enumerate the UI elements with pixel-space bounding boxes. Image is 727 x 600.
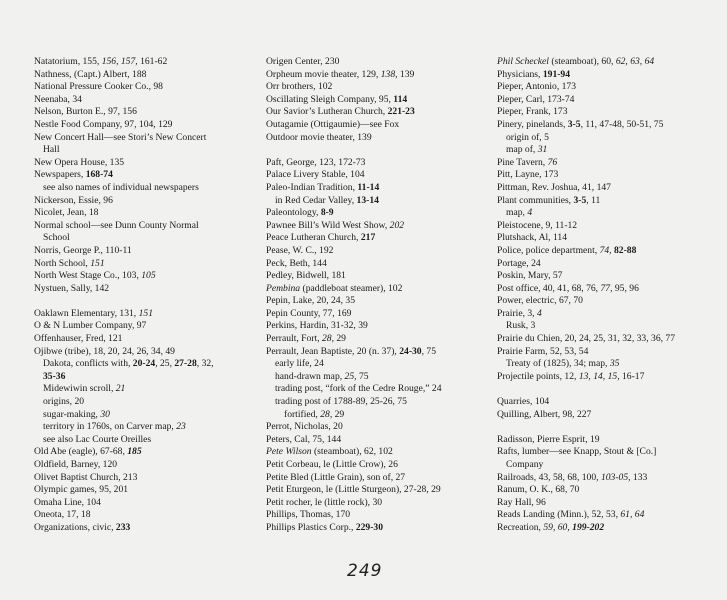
index-entry-text: see also Lac Courte Oreilles [43, 433, 152, 445]
index-subentry [497, 132, 719, 145]
index-entry-text: sugar-making, [43, 408, 101, 420]
index-entry-text: Oaklawn Elementary, 131, [34, 307, 139, 319]
index-entry-text: Pease, W. C., 192 [266, 244, 334, 256]
index-entry-text: early life, 24 [275, 358, 324, 370]
index-entry [34, 245, 256, 258]
section-gap [497, 421, 719, 434]
index-entry-text: 139 [397, 68, 415, 80]
index-entry [266, 434, 488, 447]
index-entry-text: (paddleboat steamer), 102 [300, 282, 403, 294]
index-entry [34, 69, 256, 82]
index-entry-text: 28, [320, 408, 333, 420]
index-entry-text: 4 [536, 307, 542, 319]
index-entry-text: 202 [389, 219, 405, 231]
index-entry [266, 320, 488, 333]
index-column-1 [34, 56, 256, 535]
index-entry-text: Perrot, Nicholas, 20 [266, 421, 343, 433]
index-entry [497, 371, 719, 384]
index-entry [34, 119, 256, 132]
index-entry-text: Neenaba, 34 [34, 93, 82, 105]
index-entry-text: 30 [100, 408, 110, 420]
index-entry [34, 207, 256, 220]
index-entry-text: Pinery, pinelands, [497, 118, 568, 130]
index-entry [497, 346, 719, 359]
index-entry-text: 29 [332, 408, 345, 420]
index-entry-text: trading post of 1788-89, 25-26, 75 [275, 396, 407, 408]
index-entry-text: Prairie du Chien, 20, 24, 25, 31, 32, 33, 36, 77 [497, 333, 676, 345]
index-entry-text: 168-74 [85, 169, 113, 181]
index-entry-text: 20-24 [132, 358, 156, 370]
index-entry [34, 308, 256, 321]
index-entry-text: map, [506, 207, 528, 219]
index-entry-text: in Red Cedar Valley, [275, 194, 357, 206]
index-entry-text: Company [506, 459, 544, 470]
index-subentry [34, 383, 256, 396]
index-entry-text: Plant communities, [497, 194, 574, 206]
index-entry-text: Pepin County, 77, 169 [266, 307, 352, 319]
index-entry-text: Midewiwin scroll, [43, 383, 116, 395]
index-entry [266, 509, 488, 522]
index-entry-text: (steamboat), 60, [548, 56, 616, 67]
index-entry [34, 446, 256, 459]
index-entry-text: Offenhauser, Fred, 121 [34, 333, 123, 345]
index-entry [34, 497, 256, 510]
index-entry-text: Petit Eturgeon, le (Little Sturgeon), 27-28, 29 [266, 484, 441, 496]
index-entry [266, 169, 488, 182]
index-entry [266, 119, 488, 132]
index-entry-text: , 75 [421, 345, 436, 357]
index-entry [497, 295, 719, 308]
index-entry [497, 106, 719, 119]
index-entry [497, 220, 719, 233]
index-entry-text: New Concert Hall—see Stori’s New Concert [34, 131, 207, 143]
index-entry-text: 23 [176, 421, 186, 433]
index-entry [266, 182, 488, 195]
index-entry-text: Pedley, Bidwell, 181 [266, 270, 346, 282]
index-entry-text: Phil Scheckel [497, 56, 549, 67]
index-entry [34, 472, 256, 485]
index-entry-text: Plutshack, Al, 114 [497, 232, 567, 244]
index-entry-text: hand-drawn map, [275, 370, 345, 382]
index-entry-text: Olympic games, 95, 201 [34, 484, 129, 496]
index-entry-text: Pittman, Rev. Joshua, 41, 147 [497, 181, 611, 193]
index-entry [34, 283, 256, 296]
index-entry-text: Pembina [266, 282, 301, 294]
index-entry-text: Our Savior’s Lutheran Church, [266, 106, 388, 118]
index-entry-text: origins, 20 [43, 396, 85, 408]
index-entry [266, 472, 488, 485]
index-entry-text: Petit rocher, le (little rock), 30 [266, 496, 383, 508]
index-column-3 [497, 56, 719, 535]
index-subentry [266, 396, 488, 409]
index-entry-text: Perkins, Hardin, 31-32, 39 [266, 320, 368, 332]
index-entry [266, 421, 488, 434]
index-subentry [497, 320, 719, 333]
index-entry-text: , 11 [586, 194, 601, 206]
index-entry-text: Treaty of (1825), 34; map, [506, 358, 610, 370]
index-entry-text: trading post, “fork of the Cedre Rouge,” 24 [275, 383, 442, 395]
index-entry-text: Ray Hall, 96 [497, 496, 546, 508]
index-entry-text: 229-30 [355, 521, 384, 533]
index-subentry [34, 144, 256, 157]
index-entry-text: 11-14 [357, 181, 380, 193]
index-entry-text: map of, [506, 144, 538, 156]
index-entry-text: Outagamie (Ottigaumie)—see Fox [266, 118, 400, 130]
index-entry [497, 472, 719, 485]
index-entry [266, 459, 488, 472]
index-entry-text: Peace Lutheran Church, [266, 232, 361, 244]
index-entry [34, 220, 256, 233]
index-entry-text: Quilling, Albert, 98, 227 [497, 408, 592, 420]
index-entry-text: (steamboat), 62, 102 [311, 446, 393, 458]
index-entry [34, 195, 256, 208]
index-entry-text: 59, 60, [543, 521, 573, 533]
index-entry-text: fortified, [284, 408, 321, 420]
index-entry [34, 132, 256, 145]
index-entry-text: Petit Corbeau, le (Little Crow), 26 [266, 459, 398, 470]
section-gap [34, 295, 256, 308]
index-entry-text: Phillips Plastics Corp., [266, 521, 356, 533]
index-entry [34, 522, 256, 535]
index-entry-text: Orr brothers, 102 [266, 81, 333, 93]
index-entry [34, 56, 256, 69]
index-entry [266, 69, 488, 82]
index-entry-text: 62, 63, 64 [615, 56, 655, 67]
index-entry [497, 232, 719, 245]
section-gap [497, 383, 719, 396]
index-entry [266, 446, 488, 459]
index-entry-text: Newspapers, [34, 169, 86, 181]
index-entry-text: Rusk, 3 [506, 320, 536, 332]
index-entry-text: Radisson, Pierre Esprit, 19 [497, 433, 600, 445]
index-subentry [497, 144, 719, 157]
index-entry [497, 283, 719, 296]
index-entry-text: Orpheum movie theater, 129, [266, 68, 381, 80]
index-entry [497, 396, 719, 409]
index-entry [34, 270, 256, 283]
index-entry-text: Oneota, 17, 18 [34, 509, 91, 521]
index-entry-text: 13-14 [356, 194, 379, 206]
index-entry-text: Outdoor movie theater, 139 [266, 131, 372, 143]
index-entry [497, 484, 719, 497]
index-entry-text: 35-36 [43, 370, 66, 382]
index-entry [34, 459, 256, 472]
index-entry [497, 333, 719, 346]
index-entry-text: Nelson, Burton E., 97, 156 [34, 106, 137, 118]
index-entry-text: 95, 96 [612, 282, 639, 294]
index-entry [266, 106, 488, 119]
index-entry [266, 207, 488, 220]
index-subentry [34, 358, 256, 371]
index-entry [34, 346, 256, 359]
index-entry-text: Pieper, Carl, 173-74 [497, 93, 575, 105]
index-entry-text: Paleontology, [266, 207, 321, 219]
index-entry-text: 103-05, [600, 471, 631, 483]
index-entry-text: New Opera House, 135 [34, 156, 125, 168]
index-entry-text: 82-88 [613, 244, 637, 256]
index-entry-text: North School, [34, 257, 91, 269]
index-entry-text: 3-5 [573, 194, 587, 206]
index-entry-text: Normal school—see Dunn County Normal [34, 219, 199, 231]
page-number: 249 [347, 561, 383, 581]
index-entry [497, 94, 719, 107]
index-entry-text: Perrault, Jean Baptiste, 20 (n. 37), [266, 345, 400, 357]
index-entry-text: see also names of individual newspapers [43, 181, 199, 193]
index-entry [497, 522, 719, 535]
index-entry [266, 132, 488, 145]
index-entry [266, 283, 488, 296]
index-entry-text: Quarries, 104 [497, 396, 550, 408]
index-entry-text: 151 [138, 307, 153, 319]
index-entry [497, 81, 719, 94]
index-column-2 [266, 56, 488, 535]
index-entry-text: Nestle Food Company, 97, 104, 129 [34, 118, 173, 130]
index-entry-text: 29 [333, 333, 346, 345]
index-entry [266, 94, 488, 107]
index-entry-text: Palace Livery Stable, 104 [266, 169, 365, 181]
index-entry-text: 75 [356, 370, 369, 382]
index-entry [266, 157, 488, 170]
index-subentry [34, 232, 256, 245]
index-entry [266, 220, 488, 233]
index-entry-text: 16-17 [619, 370, 645, 382]
index-entry-text: origin of, 5 [506, 131, 549, 143]
index-entry-text: Pawnee Bill’s Wild West Show, [266, 219, 390, 231]
index-entry-text: Portage, 24 [497, 257, 541, 269]
index-entry-text: Norris, George P., 110-11 [34, 244, 132, 256]
index-entry-text: , 32, [196, 358, 214, 370]
index-entry-text: 105 [141, 270, 156, 282]
index-entry-text: 133 [630, 471, 648, 483]
index-entry-text: Post office, 40, 41, 68, 76, [497, 282, 601, 294]
index-entry [34, 509, 256, 522]
index-entry-text: Physicians, [497, 68, 543, 80]
index-entry [497, 446, 719, 459]
index-entry [497, 270, 719, 283]
index-entry-text: 161-62 [137, 56, 168, 67]
index-entry-text: Prairie, 3, [497, 307, 537, 319]
index-entry [497, 308, 719, 321]
index-entry-text: 61, 64 [620, 509, 645, 521]
index-entry [34, 94, 256, 107]
index-entry-text: 35 [609, 358, 620, 370]
index-entry-text: Pete Wilson [266, 446, 312, 458]
index-entry-text: Organizations, civic, [34, 521, 116, 533]
index-entry-text: Oldfield, Barney, 120 [34, 459, 118, 470]
index-subentry [34, 421, 256, 434]
index-entry-text: 199-202 [572, 521, 605, 533]
index-entry [34, 320, 256, 333]
index-entry-text: Nickerson, Essie, 96 [34, 194, 113, 206]
index-entry-text: Pieper, Antonio, 173 [497, 81, 577, 93]
index-entry-text: 24-30 [399, 345, 422, 357]
section-gap [266, 144, 488, 157]
index-subentry [497, 459, 719, 472]
index-entry [266, 232, 488, 245]
index-entry [266, 308, 488, 321]
index-entry-text: Nicolet, Jean, 18 [34, 207, 99, 219]
index-entry-text: Prairie Farm, 52, 53, 54 [497, 345, 589, 357]
index-entry-text: 31 [537, 144, 548, 156]
index-entry [266, 270, 488, 283]
index-entry-text: 13, 14, 15, [578, 370, 620, 382]
index-entry-text: Natatorium, 155, [34, 56, 102, 67]
index-entry-text: Pleistocene, 9, 11-12 [497, 219, 578, 231]
index-subentry [497, 358, 719, 371]
index-entry-text: Old Abe (eagle), 67-68, [34, 446, 128, 458]
index-entry [266, 484, 488, 497]
index-entry-text: Ranum, O. K., 68, 70 [497, 484, 580, 496]
index-entry-text: territory in 1760s, on Carver map, [43, 421, 177, 433]
index-entry [497, 497, 719, 510]
index-entry-text: Phillips, Thomas, 170 [266, 509, 351, 521]
index-entry-text: O & N Lumber Company, 97 [34, 320, 147, 332]
index-entry [497, 182, 719, 195]
index-entry [266, 346, 488, 359]
index-entry [497, 157, 719, 170]
index-subentry [266, 371, 488, 384]
index-subentry [266, 195, 488, 208]
index-entry-text: Poskin, Mary, 57 [497, 270, 563, 282]
index-entry [34, 484, 256, 497]
index-subentry [34, 409, 256, 422]
index-entry [497, 119, 719, 132]
index-entry-text: 25, [344, 370, 357, 382]
index-entry-text: Rafts, lumber—see Knapp, Stout & [Co.] [497, 446, 657, 458]
index-entry-text: 191-94 [542, 68, 571, 80]
index-entry [266, 497, 488, 510]
index-entry [266, 258, 488, 271]
index-entry-text: Nystuen, Sally, 142 [34, 282, 110, 294]
index-subentry [266, 358, 488, 371]
index-entry-text: 21 [115, 383, 126, 395]
index-entry-text: North West Stage Co., 103, [34, 270, 142, 282]
index-entry-text: School [43, 232, 70, 244]
index-entry [497, 409, 719, 422]
index-entry [497, 509, 719, 522]
index-entry [266, 56, 488, 69]
index-entry-text: Petite Bled (Little Grain), son of, 27 [266, 471, 406, 483]
index-entry-text: 156, 157, [101, 56, 138, 67]
index-entry-text: 4 [527, 207, 533, 219]
index-subentry [34, 371, 256, 384]
index-entry-text: Omaha Line, 104 [34, 496, 101, 508]
index-entry [497, 69, 719, 82]
index-entry-text: Ojibwe (tribe), 18, 20, 24, 26, 34, 49 [34, 345, 175, 357]
index-entry-text: 151 [90, 257, 105, 269]
index-entry-text: Pine Tavern, [497, 156, 548, 168]
index-entry [34, 258, 256, 271]
index-entry-text: 138, [380, 68, 398, 80]
index-entry [497, 245, 719, 258]
index-entry [266, 295, 488, 308]
index-entry-text: 27-28 [174, 358, 197, 370]
index-entry-text: Oscillating Sleigh Company, 95, [266, 93, 394, 105]
index-entry-text: Dakota, conflicts with, [43, 358, 133, 370]
index-entry-text: Police, police department, [497, 244, 600, 256]
index-entry-text: 221-23 [387, 106, 415, 118]
index-entry-text: 74, [599, 244, 612, 256]
index-entry [34, 157, 256, 170]
index-entry-text: Projectile points, 12, [497, 370, 579, 382]
index-entry-text: Power, electric, 67, 70 [497, 295, 583, 307]
index-entry [266, 522, 488, 535]
index-subentry [497, 207, 719, 220]
index-entry-text: 8-9 [320, 207, 334, 219]
index-entry-text: Reads Landing (Minn.), 52, 53, [497, 509, 621, 521]
index-entry [497, 195, 719, 208]
index-entry [266, 245, 488, 258]
index-entry [34, 81, 256, 94]
index-entry [497, 56, 719, 69]
index-entry-text: Railroads, 43, 58, 68, 100, [497, 471, 601, 483]
index-subentry [34, 434, 256, 447]
index-entry-text: 3-5 [567, 118, 581, 130]
index-subentry [34, 396, 256, 409]
index-entry-text: National Pressure Cooker Co., 98 [34, 81, 163, 93]
index-entry-text: 233 [115, 521, 131, 533]
index-entry [497, 169, 719, 182]
index-entry-text: Hall [43, 144, 60, 156]
index-entry-text: Perrault, Fort, [266, 333, 322, 345]
index-entry-text: Pitt, Layne, 173 [497, 169, 559, 181]
index-entry-text: Nathness, (Capt.) Albert, 188 [34, 68, 147, 80]
index-entry [497, 434, 719, 447]
index-entry [34, 333, 256, 346]
index-entry-text: Peters, Cal, 75, 144 [266, 433, 342, 445]
index-entry-text: 77, [600, 282, 613, 294]
index-entry-text: 217 [360, 232, 376, 244]
index-entry [34, 106, 256, 119]
index-subentry [266, 383, 488, 396]
index-entry-text: Pieper, Frank, 173 [497, 106, 568, 118]
index-entry-text: Paft, George, 123, 172-73 [266, 156, 366, 168]
index-entry-text: Paleo-Indian Tradition, [266, 181, 358, 193]
index-entry-text: 114 [393, 93, 408, 105]
index-entry-text: Pepin, Lake, 20, 24, 35 [266, 295, 355, 307]
index-entry-text: 185 [127, 446, 142, 458]
index-entry [266, 333, 488, 346]
index-entry-text: Origen Center, 230 [266, 56, 340, 67]
index-entry-text: Recreation, [497, 521, 544, 533]
index-entry-text: 76 [547, 156, 558, 168]
index-entry-text: Peck, Beth, 144 [266, 257, 327, 269]
index-entry-text: , 11, 47-48, 50-51, 75 [580, 118, 664, 130]
index-entry [497, 258, 719, 271]
index-subentry [266, 409, 488, 422]
index-subentry [34, 182, 256, 195]
index-entry [266, 81, 488, 94]
index-entry [34, 169, 256, 182]
index-entry-text: , 25, [155, 358, 175, 370]
index-entry-text: 28, [321, 333, 334, 345]
index-entry-text: Olivet Baptist Church, 213 [34, 471, 138, 483]
